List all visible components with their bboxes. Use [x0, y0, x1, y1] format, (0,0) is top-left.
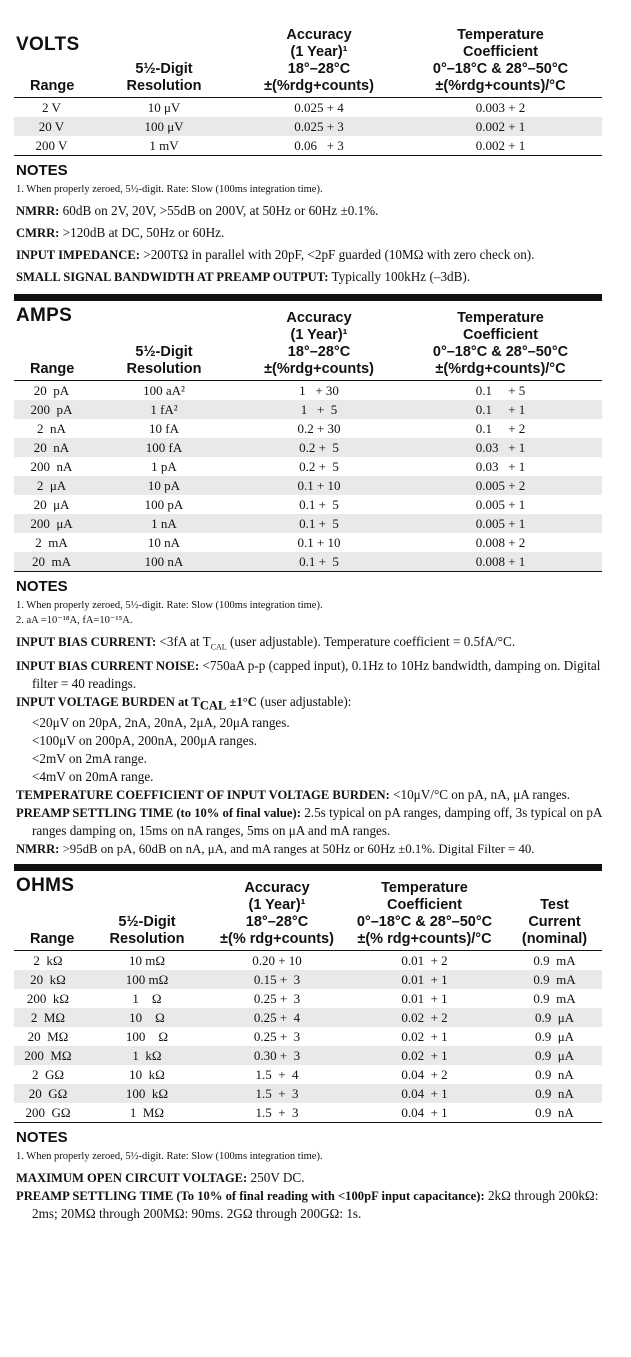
ohms-accuracy-header: Accuracy (1 Year)¹ 18°–28°C ±(% rdg+counts)	[220, 880, 334, 948]
accuracy-cell: 0.1 + 10	[297, 535, 341, 550]
burden-line: <100μV on 200pA, 200nA, 200μA ranges.	[32, 733, 257, 749]
tempco-cell: 0.1 + 1	[399, 400, 602, 419]
accuracy-cell: 0.1 + 5	[299, 497, 339, 512]
current-cell: 0.9 nA	[507, 1084, 602, 1103]
spec-nmrr: NMRR: >95dB on pA, 60dB on nA, μA, and mA ranges at 50Hz or 60Hz ±0.1%. Digital Filter = 40.	[16, 842, 535, 857]
tempco-cell: 0.002 + 1	[399, 117, 602, 136]
current-cell: 0.9 μA	[507, 1008, 602, 1027]
table-row	[14, 552, 602, 572]
resolution-cell: 1 nA	[89, 514, 239, 533]
spec-input-voltage-burden: INPUT VOLTAGE BURDEN at $T_{CAL} \pm 1^\circ C$ (user adjustable):	[16, 693, 352, 713]
range-cell: 20 kΩ	[14, 970, 82, 989]
accuracy-cell: 0.20 + 10	[252, 953, 302, 969]
tempco-cell: 0.1 + 5	[475, 383, 526, 398]
table-row	[14, 381, 602, 401]
volts-resolution-header: 5½-Digit Resolution	[126, 61, 202, 94]
resolution-cell: 100 aA²	[143, 383, 185, 398]
accuracy-cell: 0.15 + 3	[212, 970, 342, 989]
tempco-cell: 0.1 + 2	[475, 421, 526, 436]
accuracy-cell: 0.25 + 4	[212, 1008, 342, 1027]
range-cell: 2 μA	[14, 476, 89, 495]
tempco-cell: 0.03 + 1	[475, 459, 526, 474]
resolution-cell: 10 fA	[149, 421, 179, 436]
tempco-cell: 0.04 + 2	[401, 1067, 448, 1083]
tempco-cell: 0.005 + 1	[399, 514, 602, 533]
range-cell: 2 GΩ	[31, 1067, 65, 1083]
tempco-cell: 0.005 + 2	[399, 476, 602, 495]
resolution-cell: 10 μV	[147, 100, 181, 115]
tempco-cell: 0.008 + 1	[399, 552, 602, 572]
resolution-cell: 10 pA	[89, 476, 239, 495]
ohms-current-header: Test Current (nominal)	[521, 897, 588, 948]
current-cell: 0.9 mA	[533, 953, 576, 969]
amps-accuracy-header: Accuracy (1 Year)¹ 18°–28°C ±(%rdg+counts)	[264, 310, 374, 377]
ohms-tempco-header: Temperature Coefficient 0°–18°C & 28°–50°C ±(% rdg+counts)/°C	[356, 880, 493, 948]
resolution-cell: 10 Ω	[82, 1008, 212, 1027]
table-row	[14, 98, 602, 118]
current-cell: 0.9 μA	[507, 1046, 602, 1065]
ohms-range-header: Range	[30, 931, 75, 948]
tempco-cell: 0.04 + 1	[342, 1084, 507, 1103]
ohms-header-row	[14, 880, 602, 951]
tempco-cell: 0.04 + 1	[401, 1105, 448, 1121]
tempco-cell: 0.005 + 1	[475, 497, 526, 512]
tempco-cell: 0.01 + 1	[401, 991, 448, 1007]
accuracy-cell: 0.30 + 3	[212, 1046, 342, 1065]
current-cell: 0.9 nA	[535, 1067, 574, 1083]
accuracy-cell: 1.5 + 3	[255, 1105, 299, 1121]
notes-heading: NOTES	[16, 1129, 68, 1147]
accuracy-cell: 1.5 + 3	[212, 1084, 342, 1103]
ohms-section	[14, 864, 602, 1223]
accuracy-cell: 0.1 + 5	[239, 552, 399, 572]
volts-title: VOLTS	[16, 34, 80, 55]
resolution-cell: 1 fA²	[89, 400, 239, 419]
amps-resolution-header: 5½-Digit Resolution	[126, 344, 202, 377]
volts-header-row	[14, 27, 602, 98]
table-row	[14, 989, 602, 1008]
table-row	[14, 419, 602, 438]
amps-table-body	[14, 381, 602, 572]
accuracy-cell: 0.25 + 3	[253, 1029, 301, 1045]
table-row	[14, 1103, 602, 1123]
burden-line: <20μV on 20pA, 2nA, 20nA, 2μA, 20μA ranges.	[32, 715, 290, 731]
table-row	[14, 514, 602, 533]
accuracy-cell: 0.025 + 3	[239, 117, 399, 136]
resolution-cell: 100 Ω	[125, 1029, 169, 1045]
amps-tempco-header: Temperature Coefficient 0°–18°C & 28°–50°C ±(%rdg+counts)/°C	[432, 310, 569, 377]
range-cell: 200 V	[35, 138, 68, 153]
accuracy-cell: 1.5 + 4	[255, 1067, 299, 1083]
ohms-resolution-header: 5½-Digit Resolution	[109, 914, 185, 948]
resolution-cell: 1 kΩ	[82, 1046, 212, 1065]
section-divider	[14, 864, 602, 871]
footnote: 1. When properly zeroed, 5½-digit. Rate: Slow (100ms integration time).	[16, 184, 323, 195]
tempco-cell: 0.03 + 1	[399, 438, 602, 457]
accuracy-cell: 0.2 + 30	[297, 421, 341, 436]
notes-heading: NOTES	[16, 162, 68, 179]
accuracy-cell: 0.25 + 3	[253, 991, 301, 1007]
table-row	[14, 1008, 602, 1027]
table-row	[14, 136, 602, 156]
table-row	[14, 1046, 602, 1065]
range-cell: 20 V	[14, 117, 89, 136]
range-cell: 20 μA	[33, 497, 70, 512]
current-cell: 0.9 μA	[534, 1029, 575, 1045]
table-row	[14, 457, 602, 476]
amps-title: AMPS	[16, 305, 73, 326]
amps-range-header: Range	[30, 361, 75, 377]
resolution-cell: 1 mV	[149, 138, 179, 153]
spec-max-open-circuit-voltage: MAXIMUM OPEN CIRCUIT VOLTAGE: 250V DC.	[16, 1170, 305, 1186]
resolution-cell: 100 mΩ	[82, 970, 212, 989]
amps-table	[14, 310, 602, 572]
volts-notes	[14, 162, 602, 286]
resolution-cell: 100 nA	[89, 552, 239, 572]
tempco-cell: 0.01 + 1	[342, 970, 507, 989]
spec-nmrr: NMRR: 60dB on 2V, 20V, >55dB on 200V, at 50Hz or 60Hz ±0.1%.	[16, 203, 379, 218]
table-row	[14, 400, 602, 419]
range-cell: 200 μA	[14, 514, 89, 533]
volts-section	[14, 27, 602, 286]
table-row	[14, 1065, 602, 1084]
table-row	[14, 117, 602, 136]
spec-bandwidth: SMALL SIGNAL BANDWIDTH AT PREAMP OUTPUT: Typically 100kHz (–3dB).	[16, 269, 471, 284]
table-row	[14, 1084, 602, 1103]
range-cell: 2 nA	[37, 421, 66, 436]
spec-input-bias-current: INPUT BIAS CURRENT: <3fA at $T_{CAL}$ (user adjustable). Temperature coefficient = 0.5fA/°C.	[16, 634, 516, 652]
table-row	[14, 533, 602, 552]
resolution-cell: 1 Ω	[132, 991, 162, 1007]
range-cell: 20 pA	[33, 383, 70, 398]
range-cell: 200 nA	[30, 459, 73, 474]
burden-line: <4mV on 20mA range.	[32, 769, 154, 785]
volts-range-header: Range	[30, 78, 75, 94]
accuracy-cell: 0.1 + 10	[239, 476, 399, 495]
tempco-cell: 0.02 + 2	[342, 1008, 507, 1027]
tempco-cell: 0.003 + 2	[475, 100, 526, 115]
range-cell: 200 MΩ	[14, 1046, 82, 1065]
range-cell: 2 kΩ	[33, 953, 63, 969]
burden-line: <2mV on 2mA range.	[32, 751, 147, 767]
footnote: 1. When properly zeroed, 5½-digit. Rate: Slow (100ms integration time).	[16, 1151, 323, 1163]
spec-input-bias-noise: INPUT BIAS CURRENT NOISE: <750aA p-p (capped input), 0.1Hz to 10Hz bandwidth, damping on. Digital filter = 40 readings.	[16, 657, 601, 691]
resolution-cell: 100 kΩ	[82, 1084, 212, 1103]
table-row	[14, 970, 602, 989]
accuracy-cell: 1 + 30	[299, 383, 339, 398]
resolution-cell: 100 pA	[144, 497, 184, 512]
range-cell: 2 MΩ	[14, 1008, 82, 1027]
amps-notes	[14, 578, 602, 858]
table-row	[14, 495, 602, 514]
spec-input-impedance: INPUT IMPEDANCE: >200TΩ in parallel with 20pF, <2pF guarded (10MΩ with zero check on).	[16, 247, 535, 262]
accuracy-cell: 0.1 + 5	[239, 514, 399, 533]
accuracy-cell: 1 + 5	[239, 400, 399, 419]
spec-preamp-settling: PREAMP SETTLING TIME (to 10% of final value): 2.5s typical on pA ranges, damping off, 3s typical on pA ranges damping on, 15ms on nA ranges, 5ms on μA and mA ranges.	[16, 805, 602, 839]
current-cell: 0.9 mA	[507, 970, 602, 989]
tempco-cell: 0.02 + 1	[342, 1046, 507, 1065]
footnote: 2. aA =10⁻¹⁸A, fA=10⁻¹⁵A.	[16, 615, 133, 626]
accuracy-cell: 0.06 + 3	[294, 138, 344, 153]
ohms-table	[14, 880, 602, 1123]
table-row	[14, 476, 602, 495]
footnote: 1. When properly zeroed, 5½-digit. Rate: Slow (100ms integration time).	[16, 600, 323, 611]
spec-tempco-burden: TEMPERATURE COEFFICIENT OF INPUT VOLTAGE BURDEN: <10μV/°C on pA, nA, μA ranges.	[16, 787, 571, 803]
resolution-cell: 1 pA	[151, 459, 177, 474]
range-cell: 20 mA	[14, 552, 89, 572]
accuracy-cell: 0.2 + 5	[239, 438, 399, 457]
volts-table-body	[14, 98, 602, 156]
tempco-cell: 0.008 + 2	[475, 535, 526, 550]
range-cell: 2 mA	[35, 535, 68, 550]
range-cell: 2 V	[42, 100, 61, 115]
range-cell: 200 kΩ	[26, 991, 70, 1007]
resolution-cell: 100 fA	[89, 438, 239, 457]
ohms-title: OHMS	[16, 875, 75, 897]
resolution-cell: 10 kΩ	[129, 1067, 165, 1083]
spec-preamp-settling: PREAMP SETTLING TIME (To 10% of final reading with <100pF input capacitance): 2kΩ through 200kΩ: 2ms; 20MΩ through 200MΩ: 90ms. 2GΩ through 200GΩ: 1s.	[16, 1188, 599, 1222]
accuracy-cell: 0.2 + 5	[299, 459, 339, 474]
volts-accuracy-header: Accuracy (1 Year)¹ 18°–28°C ±(%rdg+counts)	[264, 27, 374, 94]
volts-tempco-header: Temperature Coefficient 0°–18°C & 28°–50°C ±(%rdg+counts)/°C	[432, 27, 569, 94]
notes-heading: NOTES	[16, 578, 68, 595]
tempco-cell: 0.01 + 2	[401, 953, 448, 969]
range-cell: 20 GΩ	[14, 1084, 82, 1103]
table-row	[14, 1027, 602, 1046]
tempco-cell: 0.002 + 1	[475, 138, 526, 153]
tempco-cell: 0.02 + 1	[401, 1029, 448, 1045]
table-row	[14, 438, 602, 457]
amps-section	[14, 294, 602, 858]
range-cell: 20 nA	[14, 438, 89, 457]
resolution-cell: 10 mΩ	[128, 953, 166, 969]
section-divider	[14, 294, 602, 301]
range-cell: 200 GΩ	[25, 1105, 71, 1121]
spec-cmrr: CMRR: >120dB at DC, 50Hz or 60Hz.	[16, 225, 225, 240]
amps-header-row	[14, 310, 602, 381]
resolution-cell: 100 μV	[89, 117, 239, 136]
table-row	[14, 951, 602, 971]
current-cell: 0.9 nA	[535, 1105, 574, 1121]
ohms-notes	[14, 1129, 602, 1223]
accuracy-cell: 0.025 + 4	[294, 100, 344, 115]
current-cell: 0.9 mA	[533, 991, 576, 1007]
ohms-table-body	[14, 951, 602, 1123]
volts-table	[14, 27, 602, 156]
resolution-cell: 1 MΩ	[129, 1105, 165, 1121]
range-cell: 200 pA	[14, 400, 89, 419]
resolution-cell: 10 nA	[147, 535, 181, 550]
range-cell: 20 MΩ	[27, 1029, 69, 1045]
